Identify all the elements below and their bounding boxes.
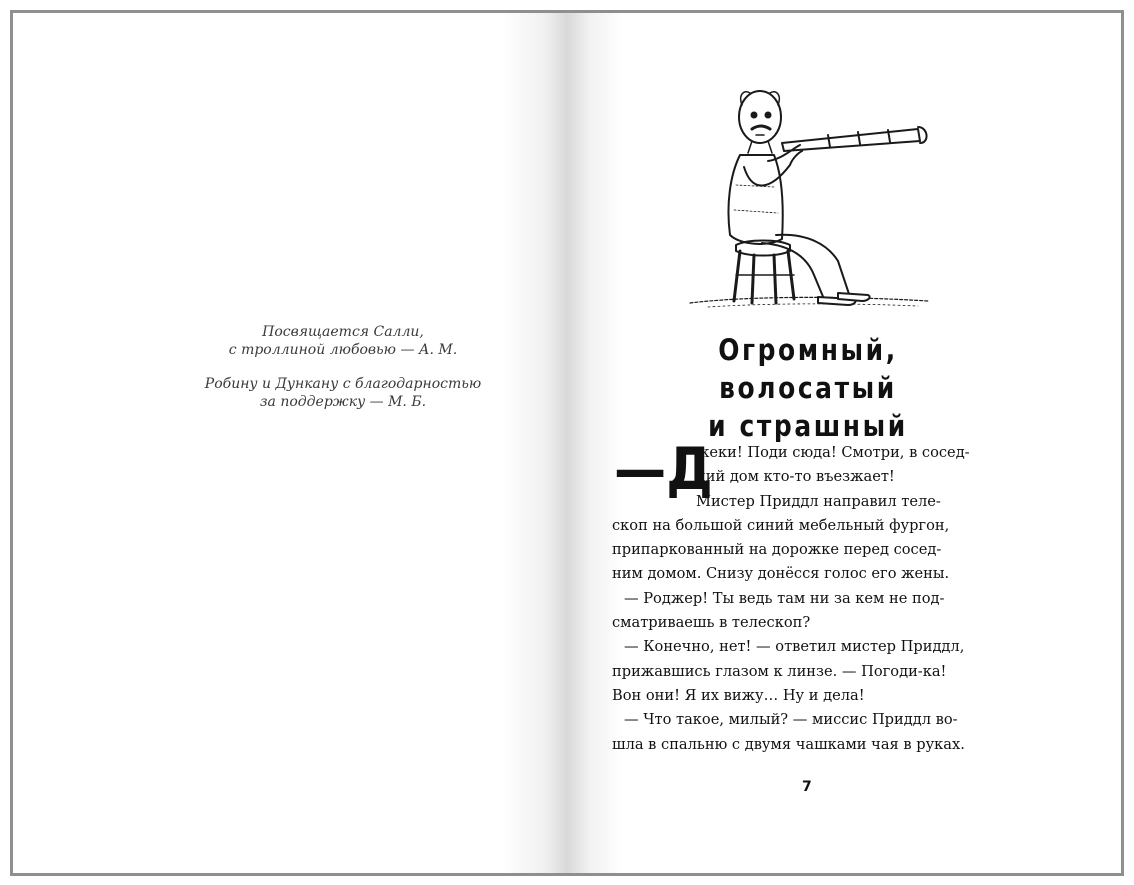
text-line: — Конечно, нет! — ответил мистер Приддл, (624, 638, 965, 656)
book-spread (10, 10, 1124, 876)
dedication-line: Посвящается Салли, (262, 324, 424, 340)
right-page (568, 13, 1121, 873)
dedication-line: с троллиной любовью — А. М. (228, 342, 458, 358)
text-line: скоп на большой синий мебельный фургон, (612, 516, 950, 534)
text-line: ним домом. Снизу донёсся голос его жены. (612, 565, 950, 583)
telescope-man-illustration (678, 75, 948, 315)
text-line: прижавшись глазом к линзе. — Погоди-ка! (612, 662, 947, 680)
text-line: жеки! Поди сюда! Смотри, в сосед- (696, 444, 970, 461)
left-page (13, 13, 568, 873)
chapter-body (612, 435, 1002, 757)
text-line: Вон они! Я их вижу… Ну и дела! (612, 686, 865, 704)
dedication-1 (133, 323, 553, 359)
chapter-title (627, 331, 988, 445)
text-line: — Что такое, милый? — миссис Приддл во- (624, 711, 958, 729)
dedication-line: Робину и Дункану с благодарностью (204, 376, 482, 392)
dedication-2 (133, 375, 553, 411)
chapter-title-line: и страшный (708, 409, 908, 443)
page-number: 7 (802, 779, 812, 795)
dedication-line: за поддержку — М. Б. (259, 394, 427, 410)
chapter-title-line: Огромный, волосатый (718, 333, 898, 405)
dedication (133, 323, 553, 427)
text-line: припаркованный на дорожке перед сосед- (612, 541, 942, 559)
text-line: сматриваешь в телескоп? (612, 614, 811, 632)
text-line: Мистер Приддл направил теле- (696, 492, 941, 510)
drop-cap: —Д (614, 435, 713, 503)
text-line: шла в спальню с двумя чашками чая в руках. (612, 735, 965, 753)
text-line: — Роджер! Ты ведь там ни за кем не под- (624, 589, 945, 607)
text-line: ний дом кто-то въезжает! (696, 468, 895, 486)
